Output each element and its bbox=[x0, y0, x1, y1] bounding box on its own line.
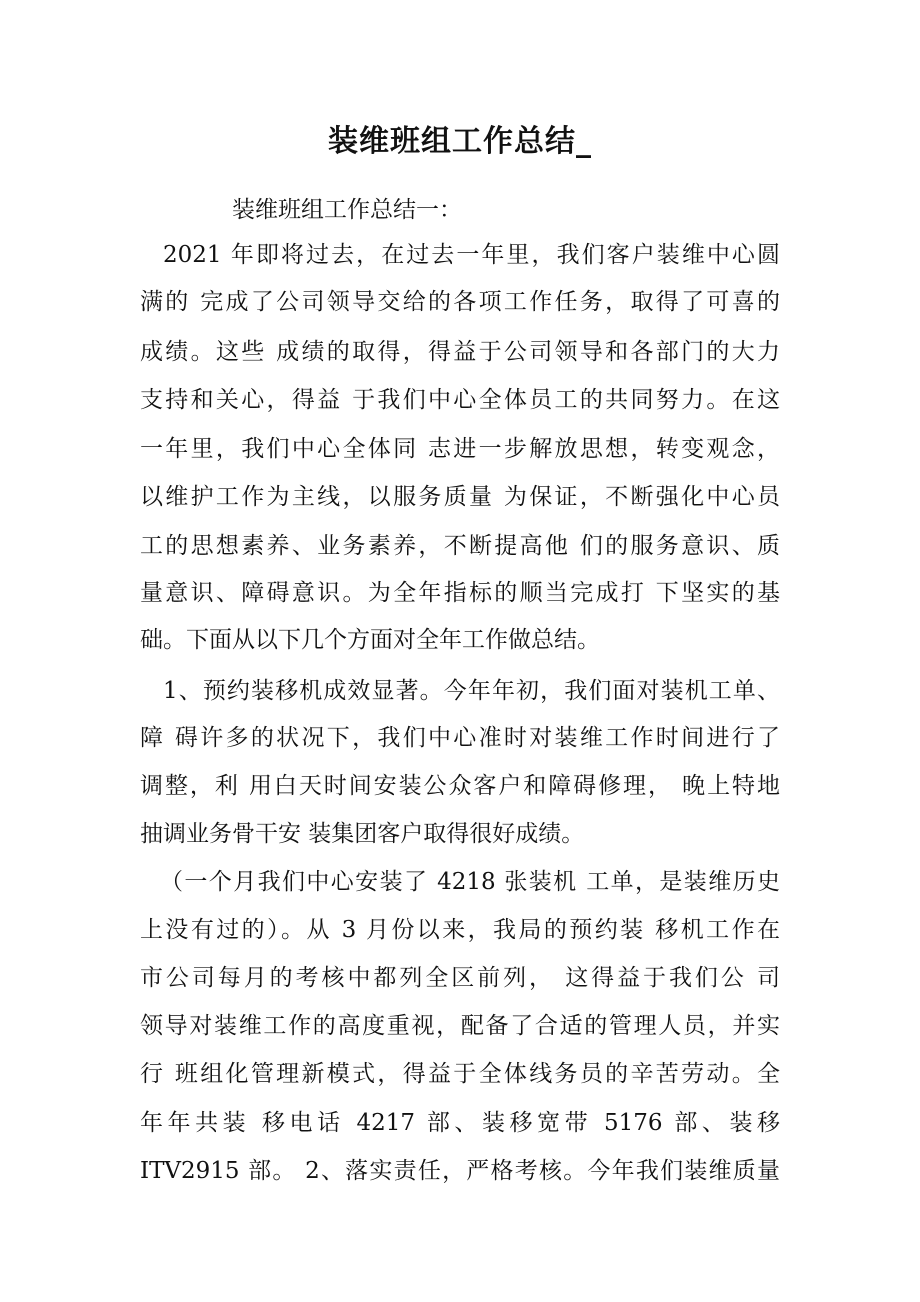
paragraph-line: 调整，利 用白天时间安装公众客户和障碍修理， 晚上特地 bbox=[140, 773, 780, 799]
paragraph-line: 1、预约装移机成效显著。今年年初，我们面对装机工单、 bbox=[163, 678, 780, 704]
paragraph-line: ITV2915 部。 2、落实责任，严格考核。今年我们装维质量 bbox=[140, 1158, 780, 1184]
paragraph-line: 成绩。这些 成绩的取得，得益于公司领导和各部门的大力 bbox=[140, 339, 780, 365]
paragraph-line: 工的思想素养、业务素养，不断提高他 们的服务意识、质 bbox=[140, 533, 780, 559]
section-heading: 装维班组工作总结一： bbox=[232, 197, 462, 223]
paragraph-line: 领导对装维工作的高度重视，配备了合适的管理人员，并实 bbox=[140, 1013, 780, 1039]
paragraph-line: 础。下面从以下几个方面对全年工作做总结。 bbox=[140, 627, 600, 653]
paragraph-line: 行 班组化管理新模式，得益于全体线务员的辛苦劳动。全 bbox=[140, 1061, 780, 1087]
paragraph-line: 年年共装 移电话 4217 部、装移宽带 5176 部、装移 bbox=[140, 1110, 780, 1136]
paragraph-line: 量意识、障碍意识。为全年指标的顺当完成打 下坚实的基 bbox=[140, 580, 780, 606]
paragraph-line: 抽调业务骨干安 装集团客户取得很好成绩。 bbox=[140, 821, 585, 847]
paragraph-line: 2021 年即将过去，在过去一年里，我们客户装维中心圆 bbox=[163, 242, 780, 268]
paragraph-line: 市公司每月的考核中都列全区前列， 这得益于我们公 司 bbox=[140, 965, 780, 991]
paragraph-line: 满的 完成了公司领导交给的各项工作任务，取得了可喜的 bbox=[140, 289, 780, 315]
paragraph-line: 上没有过的）。从 3 月份以来，我局的预约装 移机工作在 bbox=[140, 917, 780, 943]
paragraph-line: 一年里，我们中心全体同 志进一步解放思想，转变观念， bbox=[140, 436, 780, 462]
paragraph-line: 支持和关心，得益 于我们中心全体员工的共同努力。在这 bbox=[140, 387, 780, 413]
paragraph-line: 障 碍许多的状况下，我们中心准时对装维工作时间进行了 bbox=[140, 725, 780, 751]
paragraph-line: 以维护工作为主线，以服务质量 为保证，不断强化中心员 bbox=[140, 484, 780, 510]
document-title: 装维班组工作总结_ bbox=[328, 124, 592, 159]
paragraph-line: （一个月我们中心安装了 4218 张装机 工单，是装维历史 bbox=[160, 869, 780, 895]
